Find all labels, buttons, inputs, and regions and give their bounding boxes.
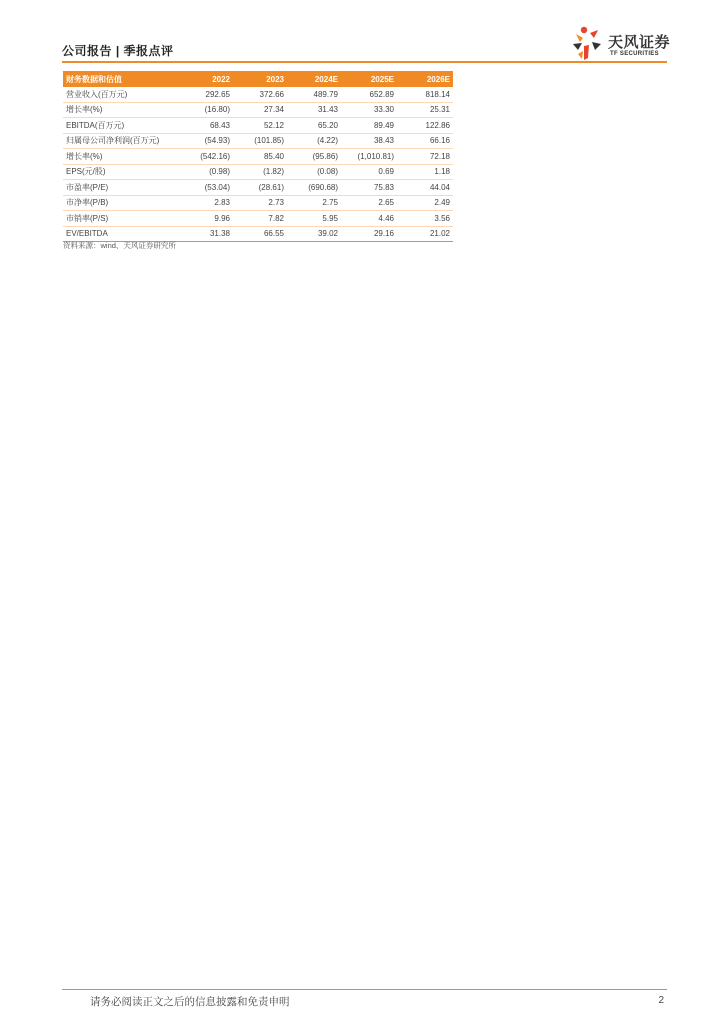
table-cell: 7.82 (233, 211, 287, 227)
row-label: 市销率(P/S) (63, 211, 181, 227)
table-cell: 33.30 (341, 102, 397, 118)
table-cell: (53.04) (181, 180, 233, 196)
table-cell: 72.18 (397, 149, 453, 165)
table-cell: 122.86 (397, 118, 453, 134)
logo-text-cn: 天风证券 (608, 34, 671, 51)
table-row (63, 102, 453, 118)
table-header-cell: 2024E (287, 71, 341, 87)
table-cell: 38.43 (341, 133, 397, 149)
table-cell: 21.02 (397, 226, 453, 242)
table-cell: 75.83 (341, 180, 397, 196)
table-cell: 3.56 (397, 211, 453, 227)
row-label: 增长率(%) (63, 149, 181, 165)
footer-disclaimer: 请务必阅读正文之后的信息披露和免责申明 (90, 996, 290, 1008)
table-row (63, 195, 453, 211)
row-label: 归属母公司净利润(百万元) (63, 133, 181, 149)
row-label: 增长率(%) (63, 102, 181, 118)
table-cell: 25.31 (397, 102, 453, 118)
table-cell: 44.04 (397, 180, 453, 196)
table-cell: 27.34 (233, 102, 287, 118)
table-cell: (16.80) (181, 102, 233, 118)
table-header-row (63, 71, 453, 87)
table-cell: 2.83 (181, 195, 233, 211)
table-cell: 2.75 (287, 195, 341, 211)
table-header-cell: 2023 (233, 71, 287, 87)
table-cell: (690.68) (287, 180, 341, 196)
table-row (63, 164, 453, 180)
table-cell: 2.73 (233, 195, 287, 211)
footer-divider (62, 989, 667, 990)
table-row (63, 118, 453, 134)
table-cell: (54.93) (181, 133, 233, 149)
table-cell: (95.86) (287, 149, 341, 165)
table-cell: 31.43 (287, 102, 341, 118)
table-cell: 65.20 (287, 118, 341, 134)
table-cell: 818.14 (397, 87, 453, 102)
table-cell: 68.43 (181, 118, 233, 134)
table-cell: (4.22) (287, 133, 341, 149)
table-cell: 31.38 (181, 226, 233, 242)
table-cell: 89.49 (341, 118, 397, 134)
table-row (63, 211, 453, 227)
table-cell: 4.46 (341, 211, 397, 227)
row-label: 市净率(P/B) (63, 195, 181, 211)
table-cell: (542.16) (181, 149, 233, 165)
table-row (63, 133, 453, 149)
table-cell: 5.95 (287, 211, 341, 227)
table-row (63, 149, 453, 165)
table-header-cell: 2025E (341, 71, 397, 87)
financial-data-table (63, 71, 453, 242)
company-logo (570, 24, 670, 62)
table-cell: (0.08) (287, 164, 341, 180)
table-cell: (101.85) (233, 133, 287, 149)
report-header-title: 公司报告 | 季报点评 (62, 44, 174, 58)
table-cell: 292.65 (181, 87, 233, 102)
table-row (63, 180, 453, 196)
table-header-cell: 财务数据和估值 (63, 71, 181, 87)
table-cell: 2.65 (341, 195, 397, 211)
table-cell: (0.98) (181, 164, 233, 180)
table-header-cell: 2022 (181, 71, 233, 87)
page-number: 2 (658, 995, 664, 1006)
row-label: 市盈率(P/E) (63, 180, 181, 196)
row-label: EPS(元/股) (63, 164, 181, 180)
table-cell: 52.12 (233, 118, 287, 134)
row-label: EV/EBITDA (63, 226, 181, 242)
table-row (63, 87, 453, 102)
data-source-note: 资料来源：wind、天风证券研究所 (63, 241, 176, 250)
table-cell: (1.82) (233, 164, 287, 180)
table-cell: 489.79 (287, 87, 341, 102)
table-cell: 85.40 (233, 149, 287, 165)
table-header-cell: 2026E (397, 71, 453, 87)
table-cell: 1.18 (397, 164, 453, 180)
table-cell: 2.49 (397, 195, 453, 211)
table-cell: (1,010.81) (341, 149, 397, 165)
table-cell: (28.61) (233, 180, 287, 196)
table-cell: 66.55 (233, 226, 287, 242)
row-label: EBITDA(百万元) (63, 118, 181, 134)
tf-securities-logo-icon (570, 24, 606, 62)
table-cell: 372.66 (233, 87, 287, 102)
table-cell: 39.02 (287, 226, 341, 242)
logo-text-en: TF SECURITIES (610, 51, 659, 57)
table-cell: 0.69 (341, 164, 397, 180)
table-cell: 652.89 (341, 87, 397, 102)
table-cell: 9.96 (181, 211, 233, 227)
table-cell: 29.16 (341, 226, 397, 242)
table-cell: 66.16 (397, 133, 453, 149)
row-label: 营业收入(百万元) (63, 87, 181, 102)
header-divider (62, 61, 667, 63)
